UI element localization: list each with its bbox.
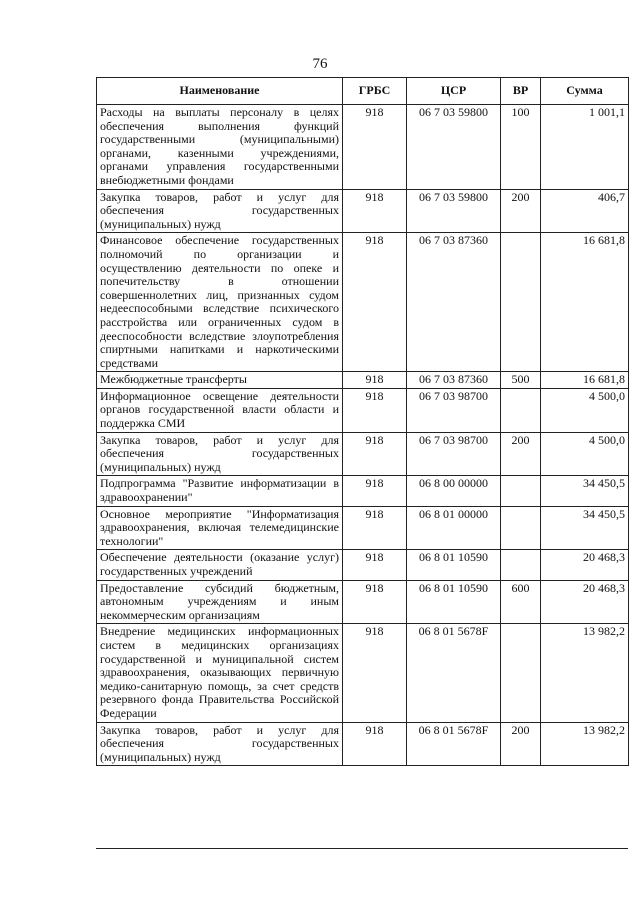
- row-sum: 4 500,0: [541, 388, 629, 432]
- row-name: Расходы на выплаты персоналу в целях обеспечения выполнения функций государственными (муниципальными) органами, казенными учреждениями, органами управления государственными внебюджетными фондами: [97, 105, 343, 190]
- row-sum: 16 681,8: [541, 372, 629, 389]
- row-sum: 13 982,2: [541, 624, 629, 722]
- header-csr: ЦСР: [407, 78, 501, 105]
- table-row: [97, 506, 629, 550]
- row-csr: 06 8 01 10590: [407, 550, 501, 580]
- row-csr: 06 7 03 59800: [407, 189, 501, 233]
- row-grbs: 918: [343, 506, 407, 550]
- table-row: [97, 476, 629, 506]
- row-grbs: 918: [343, 105, 407, 190]
- row-csr: 06 7 03 59800: [407, 105, 501, 190]
- row-sum: 4 500,0: [541, 432, 629, 476]
- row-name: Обеспечение деятельности (оказание услуг) государственных учреждений: [97, 550, 343, 580]
- row-csr: 06 8 01 5678F: [407, 722, 501, 766]
- header-vr: ВР: [501, 78, 541, 105]
- table-row: [97, 388, 629, 432]
- row-grbs: 918: [343, 550, 407, 580]
- row-vr: [501, 506, 541, 550]
- table-row: [97, 233, 629, 372]
- row-vr: 200: [501, 189, 541, 233]
- page-number: 76: [312, 56, 328, 72]
- row-grbs: 918: [343, 372, 407, 389]
- row-vr: 600: [501, 580, 541, 624]
- row-sum: 34 450,5: [541, 476, 629, 506]
- row-name: Закупка товаров, работ и услуг для обеспечения государственных (муниципальных) нужд: [97, 432, 343, 476]
- row-csr: 06 7 03 87360: [407, 372, 501, 389]
- row-grbs: 918: [343, 624, 407, 722]
- table-row: [97, 580, 629, 624]
- budget-table: [96, 77, 629, 766]
- row-csr: 06 8 01 5678F: [407, 624, 501, 722]
- row-name: Финансовое обеспечение государственных полномочий по организации и осуществлению деятельности по опеке и попечительству в отношении совершеннолетних лиц, признанных судом недееспособными вследствие психического расстройства или ограниченных судом в дееспособности вследствие злоупотребления спиртными напитками и наркотическими средствами: [97, 233, 343, 372]
- row-csr: 06 7 03 87360: [407, 233, 501, 372]
- row-name: Межбюджетные трансферты: [97, 372, 343, 389]
- row-csr: 06 8 00 00000: [407, 476, 501, 506]
- row-name: Предоставление субсидий бюджетным, автономным учреждениям и иным некоммерческим организациям: [97, 580, 343, 624]
- row-csr: 06 8 01 00000: [407, 506, 501, 550]
- row-vr: 200: [501, 432, 541, 476]
- header-row: [97, 78, 629, 105]
- row-sum: 20 468,3: [541, 550, 629, 580]
- bottom-rule: [96, 848, 628, 849]
- row-csr: 06 7 03 98700: [407, 432, 501, 476]
- header-grbs: ГРБС: [343, 78, 407, 105]
- row-sum: 20 468,3: [541, 580, 629, 624]
- row-vr: [501, 550, 541, 580]
- row-vr: [501, 233, 541, 372]
- table-row: [97, 550, 629, 580]
- row-sum: 13 982,2: [541, 722, 629, 766]
- row-sum: 406,7: [541, 189, 629, 233]
- table-row: [97, 432, 629, 476]
- table-row: [97, 722, 629, 766]
- row-grbs: 918: [343, 580, 407, 624]
- row-grbs: 918: [343, 233, 407, 372]
- row-grbs: 918: [343, 189, 407, 233]
- table-row: [97, 105, 629, 190]
- row-vr: 500: [501, 372, 541, 389]
- row-vr: [501, 476, 541, 506]
- table-row: [97, 189, 629, 233]
- row-csr: 06 7 03 98700: [407, 388, 501, 432]
- table-row: [97, 624, 629, 722]
- row-name: Внедрение медицинских информационных систем в медицинских организациях государственной и муниципальной систем здравоохранения, оказывающих первичную медико-санитарную помощь, за счет средств резервного фонда Правительства Российской Федерации: [97, 624, 343, 722]
- row-grbs: 918: [343, 432, 407, 476]
- row-name: Основное мероприятие "Информатизация здравоохранения, включая телемедицинские технологии": [97, 506, 343, 550]
- row-vr: [501, 388, 541, 432]
- row-name: Закупка товаров, работ и услуг для обеспечения государственных (муниципальных) нужд: [97, 722, 343, 766]
- row-grbs: 918: [343, 476, 407, 506]
- row-name: Закупка товаров, работ и услуг для обеспечения государственных (муниципальных) нужд: [97, 189, 343, 233]
- row-csr: 06 8 01 10590: [407, 580, 501, 624]
- row-name: Подпрограмма "Развитие информатизации в здравоохранении": [97, 476, 343, 506]
- row-name: Информационное освещение деятельности органов государственной власти области и поддержка СМИ: [97, 388, 343, 432]
- row-vr: [501, 624, 541, 722]
- row-grbs: 918: [343, 388, 407, 432]
- row-sum: 34 450,5: [541, 506, 629, 550]
- row-sum: 1 001,1: [541, 105, 629, 190]
- row-grbs: 918: [343, 722, 407, 766]
- row-sum: 16 681,8: [541, 233, 629, 372]
- row-vr: 200: [501, 722, 541, 766]
- table-row: [97, 372, 629, 389]
- header-sum: Сумма: [541, 78, 629, 105]
- row-vr: 100: [501, 105, 541, 190]
- header-name: Наименование: [97, 78, 343, 105]
